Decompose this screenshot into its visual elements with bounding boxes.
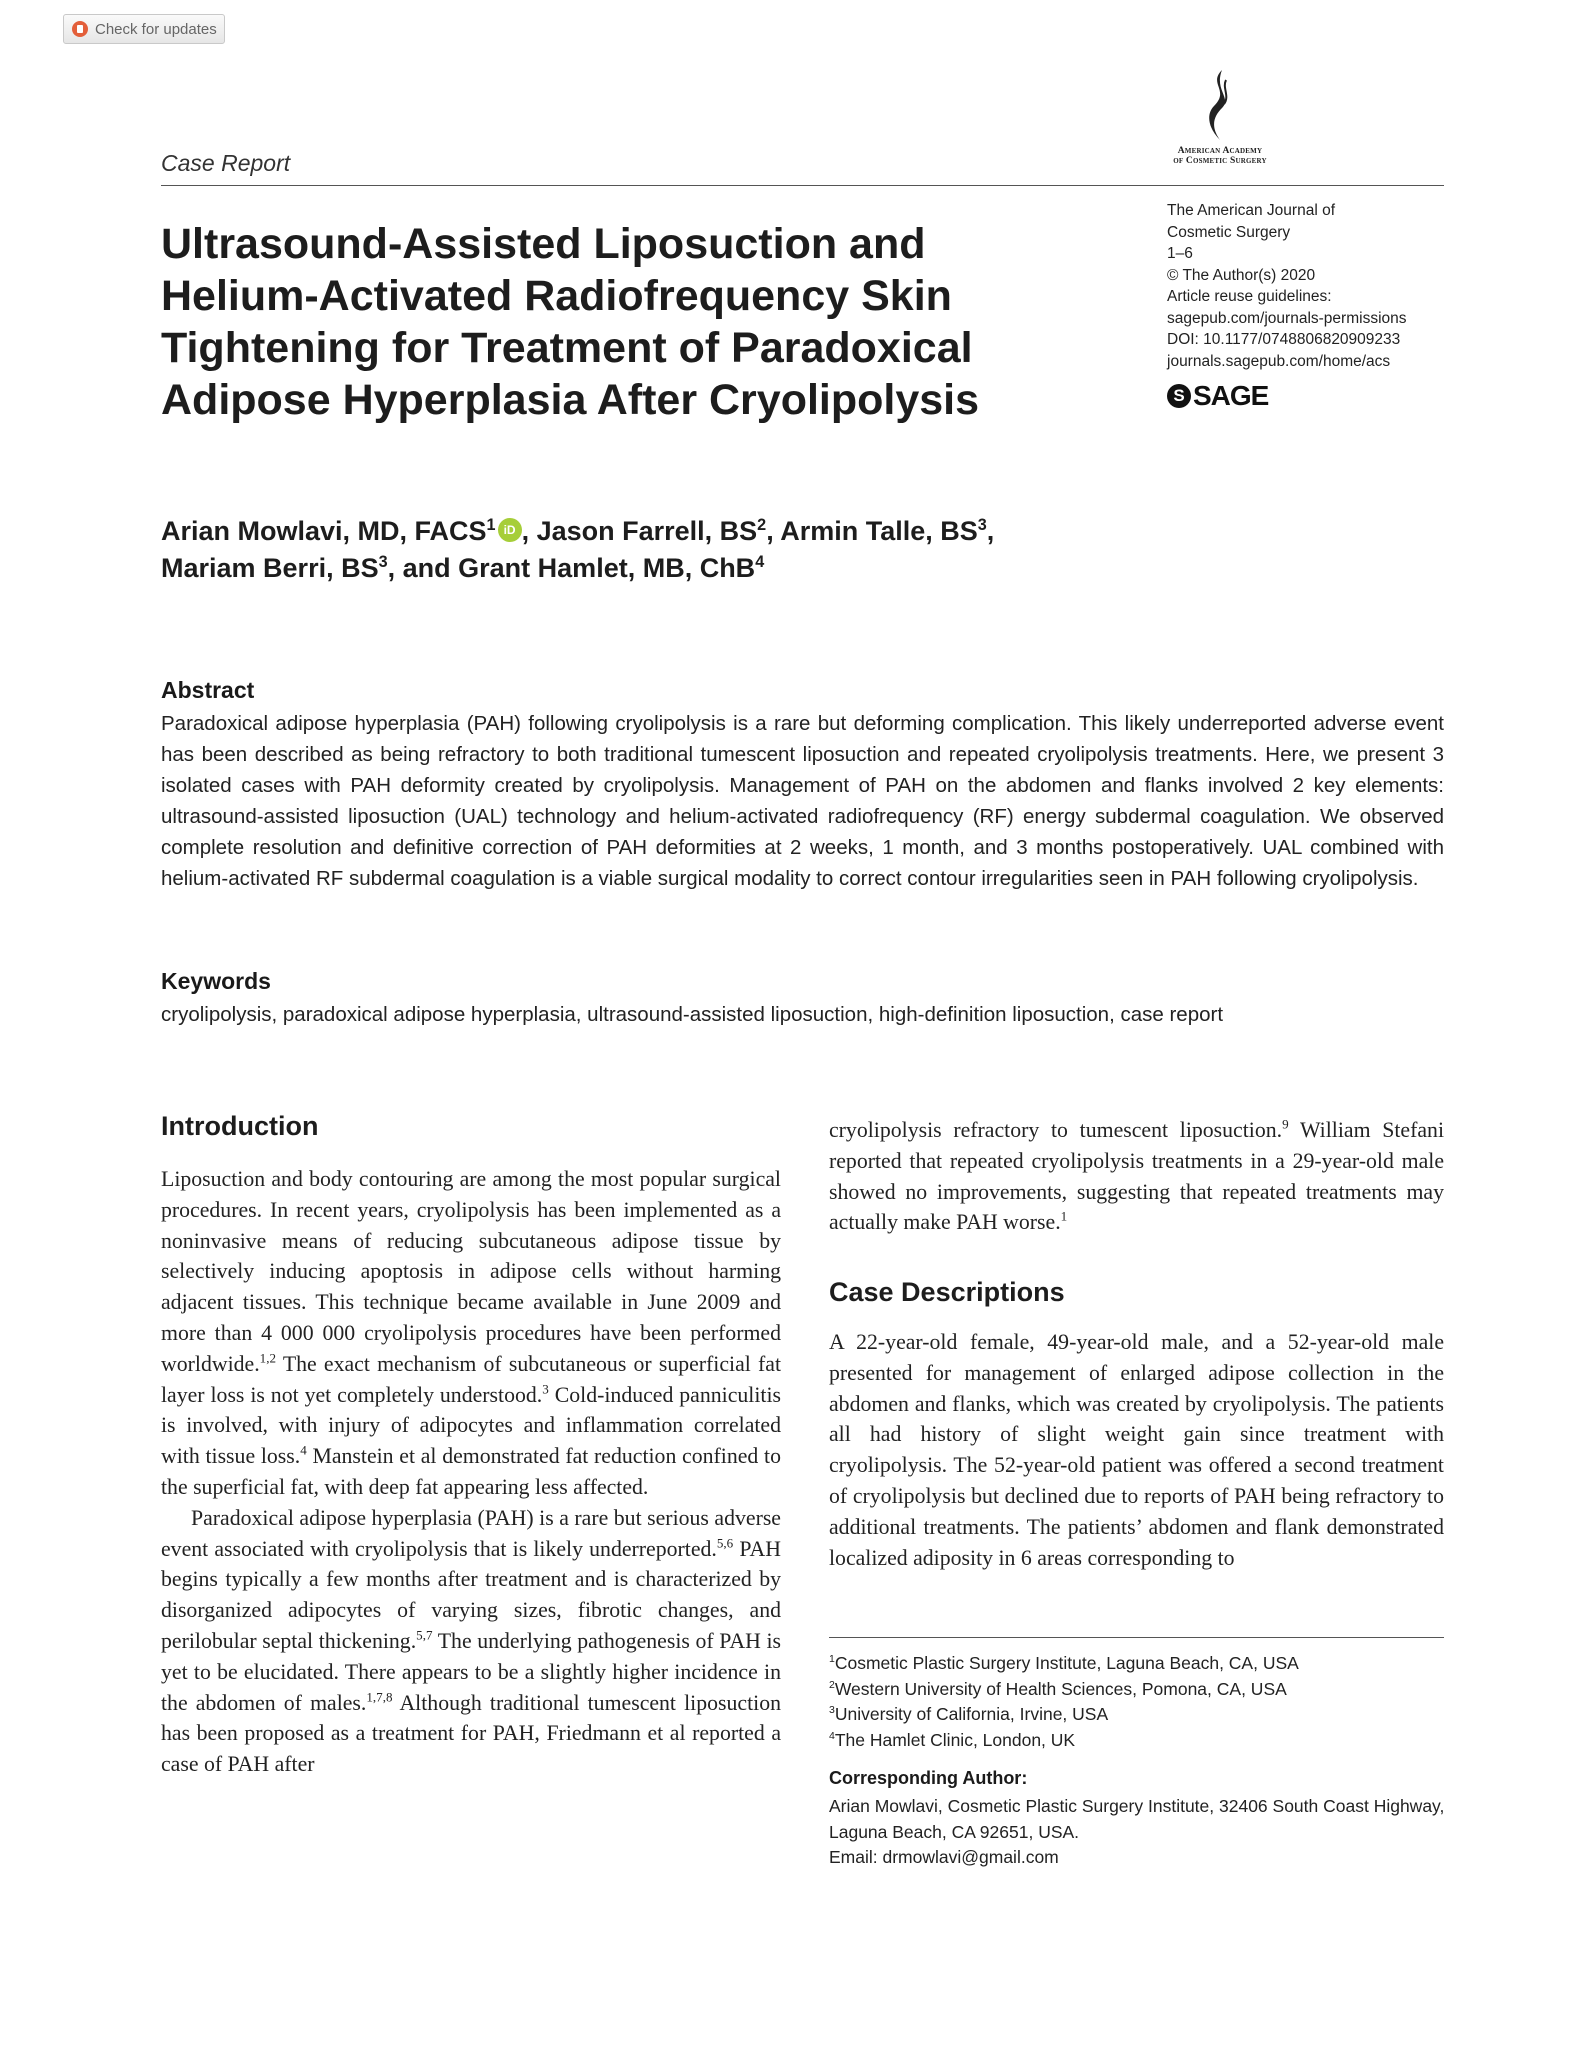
keywords-heading: Keywords [161, 968, 271, 994]
affiliation-item [829, 1702, 1449, 1728]
text-run: The underlying pathogenesis of PAH is yet to be elucidated. There appears to be a slightly higher incidence in the abdomen of males. [161, 1628, 782, 1715]
paragraph [829, 1115, 1444, 1238]
update-icon [72, 21, 88, 37]
journal-info [1167, 200, 1457, 372]
text-run: Manstein et al demonstrated fat reduction confined to the superficial fat, with deep fat appearing less affected. [161, 1444, 781, 1499]
affiliation-item [829, 1728, 1449, 1754]
corresponding-email[interactable]: Email: drmowlavi@gmail.com [829, 1847, 1059, 1867]
paragraph [161, 1164, 781, 1503]
author-affiliation-mark: 3 [378, 553, 388, 571]
corresponding-address: Arian Mowlavi, Cosmetic Plastic Surgery Institute, 32406 South Coast Highway, Laguna Beach, CA 92651, USA. [829, 1796, 1445, 1842]
article-type-label: Case Report [161, 150, 291, 176]
citation-reference[interactable]: 1,7,8 [366, 1689, 393, 1705]
citation-reference[interactable]: 3 [542, 1381, 549, 1397]
text-run: cryolipolysis refractory to tumescent liposuction. [829, 1118, 1283, 1142]
publisher-logo [1167, 380, 1268, 412]
affiliation-item [829, 1651, 1449, 1677]
check-for-updates-button[interactable] [63, 14, 225, 44]
affiliation-number: 1 [829, 1653, 835, 1666]
orcid-icon[interactable]: iD [498, 518, 522, 542]
author-name: Armin Talle, BS [780, 516, 978, 546]
citation-reference[interactable]: 4 [300, 1442, 307, 1458]
journal-info-line: © The Author(s) 2020 [1167, 266, 1316, 284]
citation-reference[interactable]: 1,2 [259, 1350, 277, 1366]
affiliation-number: 3 [829, 1704, 835, 1717]
header-rule [161, 185, 1444, 186]
paragraph [829, 1327, 1444, 1573]
author-list: Arian Mowlavi, MD, FACS$^1$ iD , Jason Farrell, $BS^2$, Armin Talle, $BS^3$, Mariam Berri, $BS^3$, and Grant Hamlet, MB, ChB$^4$ [161, 516, 995, 583]
article-title: Ultrasound-Assisted Liposuction and Helium-Activated Radiofrequency Skin Tightening for Treatment of Paradoxical Adipose Hyperplasia After Cryolipolysis [161, 220, 980, 424]
journal-info-line: The American Journal of [1167, 202, 1336, 219]
logo-text-line1: American Academy [1177, 146, 1263, 156]
citation-reference[interactable]: 5,6 [716, 1535, 734, 1551]
author-name: Grant Hamlet, MB, ChB [458, 553, 756, 583]
author-name: Mariam Berri, BS [161, 553, 379, 583]
introduction-heading: Introduction [161, 1111, 319, 1141]
citation-reference[interactable]: 5,7 [416, 1627, 433, 1643]
text-run: William Stefani reported that repeated cryolipolysis treatments in a 29-year-old male showed no improvements, suggesting that repeated treatments may actually make PAH worse. [829, 1118, 1444, 1235]
affiliation-number: 2 [829, 1678, 835, 1691]
sage-logo-icon: S [1167, 384, 1191, 408]
journal-info-link[interactable]: journals.sagepub.com/home/acs [1167, 352, 1391, 370]
journal-info-link[interactable]: sagepub.com/journals-permissions [1167, 309, 1407, 327]
text-run: The exact mechanism of subcutaneous or superficial fat layer loss is not yet completely understood. [161, 1351, 781, 1407]
affiliations [829, 1651, 1449, 1753]
journal-info-line: Cosmetic Surgery [1167, 223, 1291, 241]
author-affiliation-mark: 3 [977, 516, 987, 534]
affiliation-number: 4 [829, 1729, 835, 1742]
author-conjunction: and [402, 553, 451, 583]
journal-info-line: 1–6 [1167, 245, 1193, 262]
affiliation-text: University of California, Irvine, USA [834, 1704, 1109, 1724]
text-run: Liposuction and body contouring are among the most popular surgical procedures. In recent years, cryolipolysis has been implemented as a noninvasive means of reducing subcutaneous adipose tissue by selectively inducing apoptosis in adipose cells without harming adjacent tissues. This technique became available in June 2009 and more than 4 000 000 cryolipolysis procedures have been performed worldwide. [161, 1167, 781, 1376]
text-run: PAH begins typically a few months after treatment and is characterized by disorganized adipocytes of varying sizes, fibrotic changes, and perilobular septal thickening. [161, 1536, 781, 1653]
logo-text-line2: of Cosmetic Surgery [1173, 156, 1267, 166]
author-name: Jason Farrell, BS [536, 516, 758, 546]
author-name: Arian Mowlavi, MD, FACS [161, 516, 487, 546]
author-affiliation-mark: 2 [757, 516, 767, 534]
text-run: A 22-year-old female, 49-year-old male, and a 52-year-old male presented for management of enlarged adipose collection in the abdomen and flanks, which was created by cryolipolysis. The patients all had history of slight weight gain since treatment with cryolipolysis. The 52-year-old patient was offered a second treatment of cryolipolysis but declined due to reports of PAH being refractory to additional treatments. The patients’ abdomen and flank demonstrated localized adiposity in 6 areas corresponding to [829, 1330, 1444, 1570]
case-descriptions-body [829, 1327, 1444, 1573]
introduction-body-continued [829, 1115, 1444, 1238]
abstract-text: Paradoxical adipose hyperplasia (PAH) following cryolipolysis is a rare but deforming complication. This likely underreported adverse event has been described as being refractory to both traditional tumescent liposuction and repeated cryolipolysis treatments. Here, we present 3 isolated cases with PAH deformity created by cryolipolysis. Management of PAH on the abdomen and flanks involved 2 key elements: ultrasound-assisted liposuction (UAL) technology and helium-activated radiofrequency (RF) energy subdermal coagulation. We observed complete resolution and definitive correction of PAH deformities at 2 weeks, 1 month, and 3 months postoperatively. UAL combined with helium-activated RF subdermal coagulation is a viable surgical modality to correct contour irregularities seen in PAH following cryolipolysis. [161, 712, 1444, 890]
publisher-name: SAGE [1193, 380, 1269, 411]
text-run: Although traditional tumescent liposuction has been proposed as a treatment for PAH, Friedmann et al reported a case of PAH after [161, 1690, 781, 1777]
citation-reference[interactable]: 9 [1282, 1116, 1289, 1132]
affiliation-item [829, 1677, 1449, 1703]
abstract-heading: Abstract [161, 677, 255, 703]
journal-info-line: Article reuse guidelines: [1167, 288, 1332, 305]
author-affiliation-mark: 1 [486, 516, 496, 534]
paragraph [161, 1503, 781, 1780]
journal-info-doi[interactable]: DOI: 10.1177/0748806820909233 [1167, 331, 1401, 348]
footnote-rule [829, 1637, 1444, 1638]
corresponding-author-details [829, 1794, 1449, 1871]
text-run: Paradoxical adipose hyperplasia (PAH) is a rare but serious adverse event associated with cryolipolysis that is likely underreported. [161, 1505, 781, 1561]
text-run: Cold-induced panniculitis is involved, with injury of adipocytes and inflammation correlated with tissue loss. [161, 1382, 781, 1469]
case-descriptions-heading: Case Descriptions [829, 1277, 1065, 1307]
introduction-body [161, 1164, 781, 1780]
journal-logo [1165, 68, 1275, 166]
keywords-text: cryolipolysis, paradoxical adipose hyperplasia, ultrasound-assisted liposuction, high-definition liposuction, case report [161, 1003, 1224, 1026]
check-for-updates-label: Check for updates [95, 20, 217, 38]
affiliation-text: The Hamlet Clinic, London, UK [834, 1729, 1076, 1750]
citation-reference[interactable]: 1 [1060, 1209, 1068, 1225]
affiliation-text: Western University of Health Sciences, Pomona, CA, USA [834, 1678, 1287, 1699]
corresponding-author-heading: Corresponding Author: [829, 1768, 1028, 1788]
author-affiliation-mark: 4 [755, 553, 765, 571]
flame-icon [1200, 68, 1240, 144]
affiliation-text: Cosmetic Plastic Surgery Institute, Laguna Beach, CA, USA [834, 1653, 1299, 1673]
